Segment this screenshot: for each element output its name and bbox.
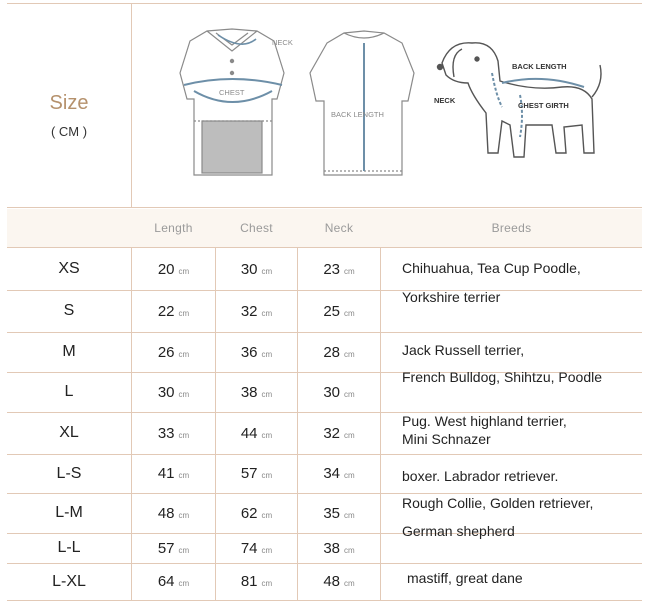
breed-line: Chihuahua, Tea Cup Poodle, bbox=[402, 260, 581, 276]
unit-label: cm bbox=[178, 389, 190, 399]
neck-cell-value: 38 bbox=[323, 539, 340, 557]
size-unit: ( CM ) bbox=[50, 124, 88, 139]
size-cell-value: XS bbox=[58, 260, 80, 277]
chest-cell-value: 32 bbox=[240, 302, 258, 320]
neck-cell-value: 32 bbox=[323, 424, 340, 442]
chest-cell bbox=[216, 412, 297, 454]
size-cell bbox=[7, 412, 131, 454]
unit-label: cm bbox=[261, 471, 273, 480]
shirt-back-illustration bbox=[310, 31, 414, 175]
chest-cell bbox=[216, 248, 297, 290]
neck-cell-value: 34 bbox=[323, 465, 340, 482]
size-chart bbox=[7, 3, 642, 600]
length-cell-value: 33 bbox=[157, 424, 175, 442]
chest-cell-value: 81 bbox=[240, 573, 258, 590]
length-cell-value: 26 bbox=[157, 343, 175, 361]
neck-cell bbox=[298, 454, 380, 493]
chest-cell bbox=[216, 332, 297, 372]
table-row bbox=[7, 290, 642, 333]
neck-cell-value: 25 bbox=[323, 302, 340, 320]
unit-label: cm bbox=[344, 471, 355, 480]
unit-label: cm bbox=[261, 430, 273, 440]
unit-label: cm bbox=[178, 308, 190, 318]
size-cell-value: L-M bbox=[55, 504, 83, 521]
unit-label: cm bbox=[178, 430, 190, 440]
size-cell bbox=[7, 454, 131, 493]
size-cell bbox=[7, 493, 131, 533]
breed-line: Yorkshire terrier bbox=[402, 289, 501, 305]
chest-cell bbox=[216, 372, 297, 412]
neck-cell bbox=[298, 533, 380, 563]
chest-cell bbox=[216, 563, 297, 600]
column-header-length: Length bbox=[154, 221, 193, 235]
breed-line: German shepherd bbox=[402, 523, 515, 539]
unit-label: cm bbox=[178, 471, 190, 480]
unit-label: cm bbox=[261, 545, 273, 555]
chest-cell-value: 74 bbox=[240, 539, 258, 557]
unit-label: cm bbox=[178, 266, 190, 276]
unit-label: cm bbox=[178, 349, 190, 359]
unit-label: cm bbox=[344, 349, 355, 359]
chest-cell bbox=[216, 454, 297, 493]
length-cell bbox=[132, 454, 215, 493]
size-cell-value: L-XL bbox=[52, 572, 86, 590]
unit-label: cm bbox=[344, 266, 355, 276]
size-cell-value: L-S bbox=[56, 464, 82, 482]
neck-cell bbox=[298, 332, 380, 372]
shirt-back-length-label: BACK LENGTH bbox=[331, 110, 384, 119]
size-cell-value: XL bbox=[59, 424, 79, 441]
chest-cell bbox=[216, 290, 297, 332]
length-cell bbox=[132, 412, 215, 454]
chest-cell bbox=[216, 533, 297, 563]
neck-cell-value: 48 bbox=[323, 573, 340, 590]
unit-label: cm bbox=[178, 579, 190, 588]
dog-back-length-label: BACK LENGTH bbox=[512, 62, 567, 71]
length-cell bbox=[132, 248, 215, 290]
size-cell bbox=[7, 248, 131, 290]
column-header-chest: Chest bbox=[240, 221, 273, 235]
unit-label: cm bbox=[344, 308, 355, 318]
length-cell bbox=[132, 563, 215, 600]
neck-cell bbox=[298, 372, 380, 412]
breed-line: boxer. Labrador retriever. bbox=[402, 468, 559, 484]
unit-label: cm bbox=[344, 510, 355, 520]
chest-cell-value: 38 bbox=[240, 383, 258, 401]
chest-cell-value: 36 bbox=[240, 343, 258, 361]
length-cell-value: 41 bbox=[157, 465, 175, 482]
unit-label: cm bbox=[178, 545, 190, 555]
breed-line: Pug. West highland terrier, bbox=[402, 413, 567, 429]
chest-cell bbox=[216, 493, 297, 533]
unit-label: cm bbox=[344, 579, 355, 588]
neck-cell bbox=[298, 493, 380, 533]
unit-label: cm bbox=[261, 308, 273, 318]
size-cell bbox=[7, 332, 131, 372]
size-cell bbox=[7, 290, 131, 332]
unit-label: cm bbox=[261, 389, 273, 399]
dog-illustration bbox=[438, 43, 602, 157]
unit-label: cm bbox=[261, 349, 273, 359]
size-cell bbox=[7, 563, 131, 600]
table-row bbox=[7, 332, 642, 373]
size-title: Size bbox=[49, 92, 89, 114]
neck-cell bbox=[298, 412, 380, 454]
length-cell-value: 20 bbox=[157, 260, 175, 278]
column-header-breeds: Breeds bbox=[491, 221, 532, 235]
unit-label: cm bbox=[261, 510, 273, 520]
unit-label: cm bbox=[178, 510, 190, 520]
length-cell bbox=[132, 533, 215, 563]
size-header-cell bbox=[7, 3, 132, 208]
neck-cell bbox=[298, 290, 380, 332]
length-cell-value: 30 bbox=[157, 383, 175, 401]
column-header-neck: Neck bbox=[324, 221, 354, 235]
length-cell-value: 22 bbox=[157, 302, 175, 320]
length-cell-value: 64 bbox=[157, 573, 175, 590]
unit-label: cm bbox=[261, 579, 273, 588]
size-cell bbox=[7, 372, 131, 412]
chest-cell-value: 44 bbox=[240, 424, 258, 442]
length-cell-value: 48 bbox=[157, 504, 175, 522]
length-cell-value: 57 bbox=[157, 539, 175, 557]
length-cell bbox=[132, 493, 215, 533]
length-cell bbox=[132, 332, 215, 372]
length-cell bbox=[132, 290, 215, 332]
unit-label: cm bbox=[344, 545, 355, 555]
neck-cell bbox=[298, 563, 380, 600]
size-cell-value: S bbox=[63, 302, 75, 319]
chest-label: CHEST bbox=[219, 88, 245, 97]
neck-cell-value: 28 bbox=[323, 343, 340, 361]
measurement-illustration bbox=[132, 3, 642, 206]
table-header-row bbox=[7, 209, 642, 248]
size-cell-value: L-L bbox=[57, 539, 81, 556]
breed-line: mastiff, great dane bbox=[407, 570, 523, 586]
unit-label: cm bbox=[344, 430, 355, 440]
shirt-neck-label: NECK bbox=[272, 38, 293, 47]
unit-label: cm bbox=[261, 266, 273, 276]
neck-cell-value: 35 bbox=[323, 504, 340, 522]
chest-cell-value: 57 bbox=[240, 465, 258, 482]
size-cell-value: M bbox=[62, 343, 76, 360]
size-cell-value: L bbox=[64, 383, 74, 400]
chest-cell-value: 30 bbox=[240, 260, 258, 278]
chest-girth-label: CHEST GIRTH bbox=[518, 101, 569, 110]
dog-neck-label: NECK bbox=[434, 96, 456, 105]
breed-line: Mini Schnazer bbox=[402, 431, 491, 447]
size-cell bbox=[7, 533, 131, 563]
neck-cell-value: 30 bbox=[323, 383, 340, 401]
breed-line: French Bulldog, Shihtzu, Poodle bbox=[402, 369, 603, 385]
breed-line: Jack Russell terrier, bbox=[402, 342, 525, 358]
chest-cell-value: 62 bbox=[240, 504, 258, 522]
unit-label: cm bbox=[344, 389, 355, 399]
neck-cell-value: 23 bbox=[323, 260, 340, 278]
table-row bbox=[7, 533, 642, 564]
neck-cell bbox=[298, 248, 380, 290]
length-cell bbox=[132, 372, 215, 412]
breed-line: Rough Collie, Golden retriever, bbox=[402, 495, 594, 511]
table-row bbox=[7, 563, 642, 601]
